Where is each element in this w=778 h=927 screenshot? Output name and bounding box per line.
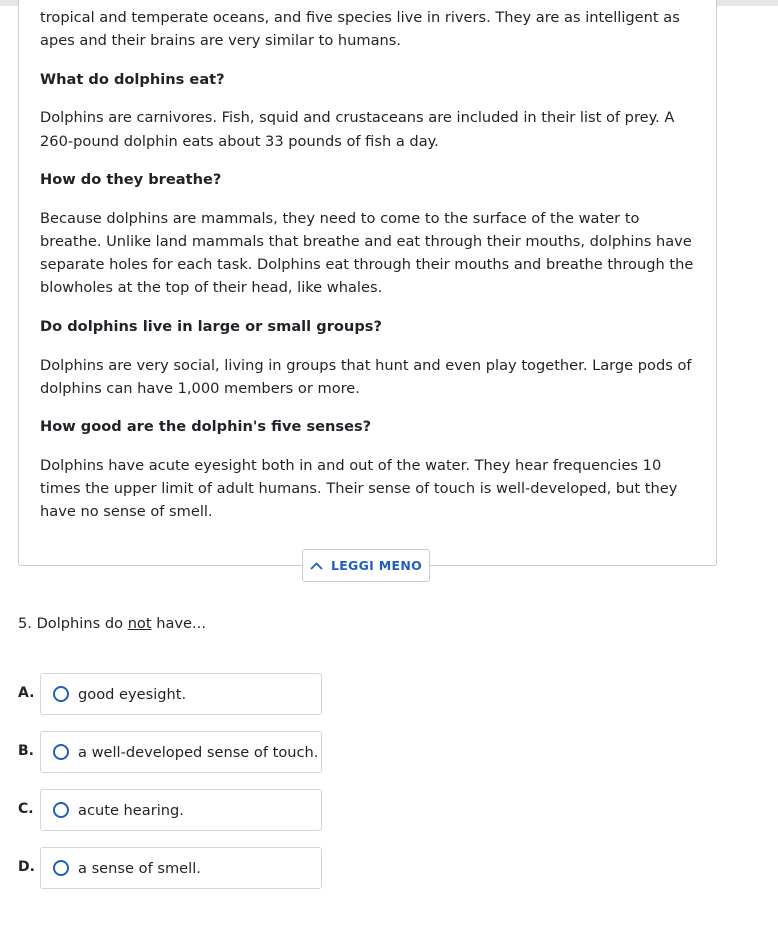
read-less-button[interactable] xyxy=(302,549,430,582)
question-underlined-word: not xyxy=(127,615,152,632)
answer-option-c[interactable] xyxy=(40,789,322,831)
option-letter-b: B. xyxy=(18,743,34,759)
question-suffix: have... xyxy=(151,615,206,632)
reading-passage-text xyxy=(40,6,702,539)
passage-heading: How do they breathe? xyxy=(40,171,222,189)
passage-heading: Do dolphins live in large or small groups? xyxy=(40,317,382,335)
option-text-b: a well-developed sense of touch. xyxy=(78,743,319,761)
radio-button-icon[interactable] xyxy=(53,802,69,818)
radio-button-icon[interactable] xyxy=(53,686,69,702)
answer-option-a[interactable] xyxy=(40,673,322,715)
passage-paragraph: tropical and temperate oceans, and five species live in rivers. They are as intelligent as apes and their brains are very similar to humans. xyxy=(40,9,680,50)
passage-heading: What do dolphins eat? xyxy=(40,70,225,88)
passage-paragraph: Dolphins are very social, living in groups that hunt and even play together. Large pods of dolphins can have 1,000 members or more. xyxy=(40,356,692,397)
chevron-up-icon xyxy=(310,562,323,570)
question-text xyxy=(18,615,206,632)
passage-paragraph: Dolphins are carnivores. Fish, squid and crustaceans are included in their list of prey. A 260-pound dolphin eats about 33 pounds of fish a day. xyxy=(40,109,675,150)
option-letter-d: D. xyxy=(18,859,35,875)
option-text-c: acute hearing. xyxy=(78,801,184,819)
option-text-a: good eyesight. xyxy=(78,685,187,703)
option-letter-a: A. xyxy=(18,685,35,701)
question-prefix: 5. Dolphins do xyxy=(18,615,128,632)
radio-button-icon[interactable] xyxy=(53,744,69,760)
answer-option-d[interactable] xyxy=(40,847,322,889)
option-letter-c: C. xyxy=(18,801,34,817)
passage-heading: How good are the dolphin's five senses? xyxy=(40,418,372,436)
passage-paragraph: Because dolphins are mammals, they need to come to the surface of the water to breathe. Unlike land mammals that breathe and eat through their mouths, dolphins have separate holes for each task. Dolphins eat through their mouths and breathe through the blowholes at the top of their head, like whales. xyxy=(40,209,694,297)
radio-button-icon[interactable] xyxy=(53,860,69,876)
answer-option-b[interactable] xyxy=(40,731,322,773)
reading-passage-card xyxy=(18,0,717,566)
passage-paragraph: Dolphins have acute eyesight both in and out of the water. They hear frequencies 10 times the upper limit of adult humans. Their sense of touch is well-developed, but they have no sense of smell. xyxy=(40,456,678,521)
read-less-label: LEGGI MENO xyxy=(330,558,423,573)
option-text-d: a sense of smell. xyxy=(78,859,201,877)
